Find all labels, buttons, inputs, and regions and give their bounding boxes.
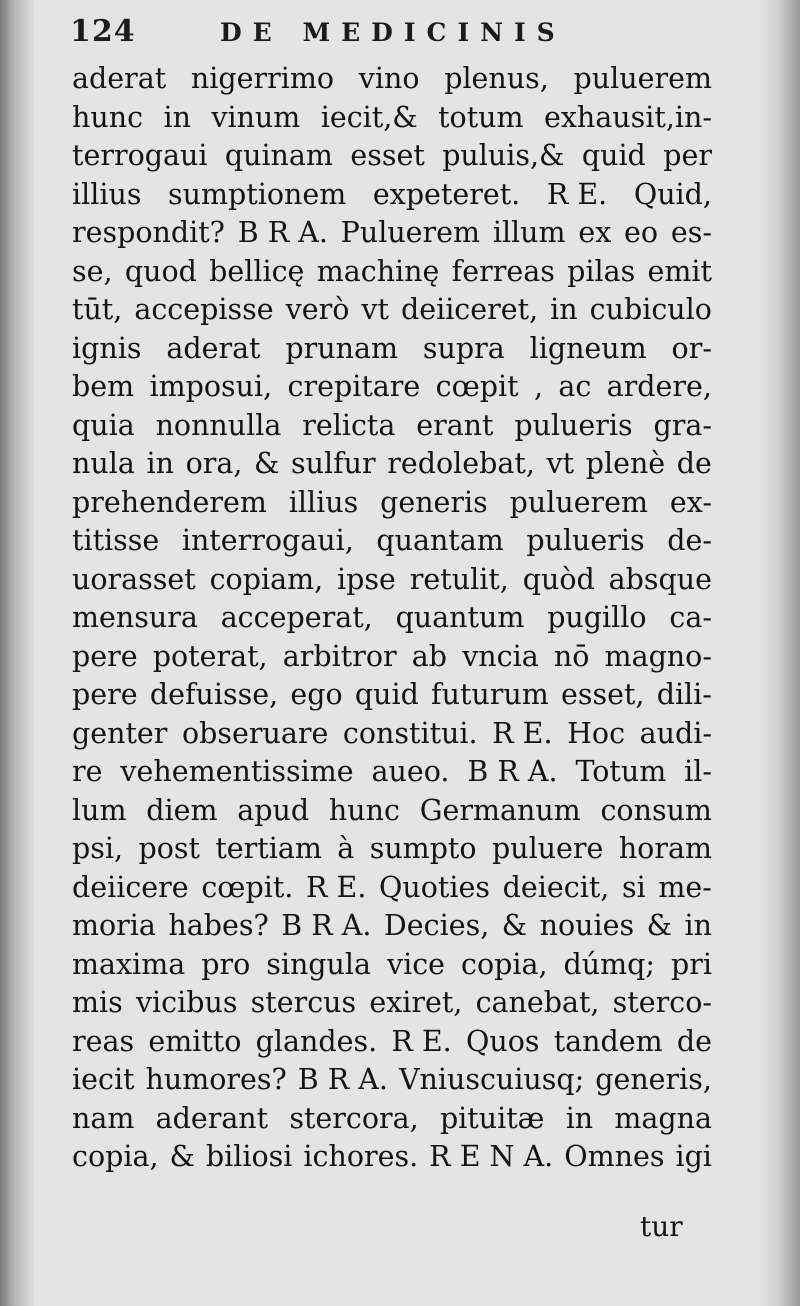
word: genter bbox=[72, 716, 168, 750]
text-line bbox=[72, 99, 712, 138]
word: nula bbox=[72, 447, 135, 480]
word: aderat bbox=[166, 331, 261, 365]
word: ipse bbox=[337, 562, 396, 596]
text-line bbox=[72, 792, 712, 831]
word: ichores. bbox=[303, 1140, 419, 1173]
word: nam bbox=[72, 1101, 135, 1135]
word: plenè bbox=[585, 447, 666, 480]
word: generis, bbox=[595, 1063, 712, 1096]
word: R E. bbox=[492, 716, 553, 750]
word: & bbox=[646, 909, 672, 942]
word: ego bbox=[290, 678, 343, 711]
word: humores? bbox=[145, 1063, 287, 1096]
word: copia, bbox=[461, 947, 548, 981]
word: in bbox=[684, 909, 712, 942]
word: es- bbox=[670, 216, 712, 249]
word: & bbox=[169, 1140, 195, 1173]
word: machinę bbox=[316, 254, 440, 288]
word: iecit,& bbox=[320, 100, 418, 134]
word: Quos bbox=[465, 1024, 540, 1058]
word: B R A. bbox=[297, 1063, 388, 1096]
word: ligneum bbox=[529, 331, 647, 365]
word: vt bbox=[546, 447, 575, 480]
word: pere bbox=[72, 678, 138, 711]
word: mis bbox=[72, 986, 123, 1019]
word: post bbox=[138, 832, 200, 865]
word: vinum bbox=[211, 100, 301, 134]
text-line bbox=[72, 445, 712, 484]
word: R E N A. bbox=[429, 1140, 554, 1173]
word: tertiam bbox=[215, 832, 322, 865]
word: puluerem bbox=[573, 62, 712, 95]
word: Puluerem bbox=[340, 216, 481, 249]
word: iecit bbox=[72, 1063, 135, 1096]
word: constitui. bbox=[342, 716, 478, 750]
text-line bbox=[72, 561, 712, 600]
text-line bbox=[72, 253, 712, 292]
text-line bbox=[72, 137, 712, 176]
word: à bbox=[337, 832, 355, 865]
word: deiicere bbox=[72, 870, 189, 904]
text-line bbox=[72, 368, 712, 407]
word: moria bbox=[72, 909, 156, 942]
word: in bbox=[146, 447, 174, 480]
word: Totum bbox=[575, 755, 667, 788]
word: quid bbox=[581, 139, 646, 172]
word: Omnes bbox=[564, 1140, 665, 1173]
word: interrogaui, bbox=[181, 524, 354, 557]
word: stercora, bbox=[289, 1101, 419, 1135]
word: bellicę bbox=[209, 254, 305, 288]
word: Quid, bbox=[633, 177, 712, 211]
word: quòd bbox=[522, 562, 595, 596]
word: absque bbox=[608, 562, 712, 596]
word: deiecit, bbox=[502, 870, 610, 904]
word: exiret, bbox=[369, 986, 463, 1019]
word: emitto bbox=[148, 1024, 242, 1058]
page-edge-shadow bbox=[760, 0, 800, 1306]
word: si bbox=[622, 870, 646, 904]
text-line bbox=[72, 599, 712, 638]
word: quantum bbox=[395, 601, 525, 634]
word: aueo. bbox=[371, 755, 450, 788]
text-line bbox=[72, 830, 712, 869]
word: copiam, bbox=[209, 562, 324, 596]
word: cœpit bbox=[435, 370, 519, 403]
word: erant bbox=[416, 408, 494, 442]
word: deiiceret, bbox=[400, 293, 539, 326]
word: acceperat, bbox=[220, 601, 373, 634]
word: puluerem bbox=[509, 485, 649, 519]
word: imposui, bbox=[149, 370, 273, 403]
text-line bbox=[72, 214, 712, 253]
word: aderat bbox=[72, 62, 167, 95]
word: exhausit,in- bbox=[543, 100, 712, 134]
word: magno- bbox=[604, 639, 712, 673]
word: Hoc bbox=[567, 716, 626, 750]
word: de bbox=[676, 1024, 712, 1058]
word: pulueris bbox=[526, 524, 645, 557]
running-head: DE MEDICINIS bbox=[220, 18, 566, 47]
word: futurum bbox=[431, 678, 549, 711]
word: nigerrimo bbox=[190, 62, 335, 95]
word: esset bbox=[350, 139, 425, 172]
word: & bbox=[254, 447, 280, 480]
word: gra- bbox=[653, 408, 712, 442]
text-line bbox=[72, 1138, 712, 1177]
word: se, bbox=[72, 254, 113, 288]
word: aderant bbox=[155, 1101, 269, 1135]
word: per bbox=[663, 139, 712, 172]
word: supra bbox=[422, 331, 505, 365]
word: esset, bbox=[560, 678, 645, 711]
word: illius bbox=[288, 485, 359, 519]
word: apud bbox=[237, 793, 310, 827]
word: cubiculo bbox=[589, 293, 712, 326]
word: hunc bbox=[72, 100, 144, 134]
text-line bbox=[72, 869, 712, 908]
word: re bbox=[72, 755, 103, 788]
word: terrogaui bbox=[72, 139, 208, 172]
text-line bbox=[72, 946, 712, 985]
word: reas bbox=[72, 1024, 135, 1058]
word: , bbox=[533, 370, 543, 403]
word: dúmq; bbox=[563, 947, 655, 981]
word: in bbox=[565, 1101, 594, 1135]
catchword: tur bbox=[640, 1210, 683, 1243]
word: canebat, bbox=[475, 986, 600, 1019]
word: poterat, bbox=[152, 639, 268, 673]
word: crepitare bbox=[287, 370, 421, 403]
word: lum bbox=[72, 793, 127, 827]
word: uorasset bbox=[72, 562, 196, 596]
word: generis bbox=[380, 485, 488, 519]
word: ex- bbox=[669, 485, 712, 519]
word: ab bbox=[411, 639, 448, 673]
text-line bbox=[72, 638, 712, 677]
word: arbitror bbox=[282, 639, 397, 673]
text-line bbox=[72, 330, 712, 369]
word: maxima bbox=[72, 947, 186, 981]
word: vt bbox=[361, 293, 389, 326]
word: defuisse, bbox=[149, 678, 279, 711]
word: retulit, bbox=[409, 562, 509, 596]
word: copia, bbox=[72, 1140, 159, 1173]
word: habes? bbox=[168, 909, 269, 942]
word: pilas bbox=[567, 254, 636, 288]
text-line bbox=[72, 1061, 712, 1100]
word: puluere bbox=[491, 832, 604, 865]
word: pro bbox=[201, 947, 251, 981]
word: vice bbox=[386, 947, 446, 981]
text-line bbox=[72, 60, 712, 99]
word: in bbox=[550, 293, 578, 326]
word: R E. bbox=[306, 870, 367, 904]
word: mensura bbox=[72, 601, 198, 634]
text-line bbox=[72, 407, 712, 446]
word: & bbox=[501, 909, 528, 942]
page-number: 124 bbox=[70, 14, 136, 49]
word: puluis,& bbox=[442, 139, 565, 172]
word: psi, bbox=[72, 832, 124, 865]
word: consum bbox=[600, 793, 712, 827]
word: quantam bbox=[376, 524, 504, 557]
word: emit bbox=[647, 254, 712, 288]
word: quod bbox=[124, 254, 197, 288]
word: nō bbox=[553, 639, 590, 673]
word: or- bbox=[671, 331, 712, 365]
word: respondit? bbox=[72, 216, 225, 249]
word: Germanum bbox=[419, 793, 581, 827]
word: diem bbox=[146, 793, 218, 827]
text-line bbox=[72, 522, 712, 561]
word: sumpto bbox=[369, 832, 477, 865]
word: tandem bbox=[553, 1024, 663, 1058]
word: glandes. bbox=[255, 1024, 378, 1058]
word: ora, bbox=[185, 447, 243, 480]
word: quid bbox=[354, 678, 419, 711]
word: R E. bbox=[391, 1024, 452, 1058]
word: R E. bbox=[546, 177, 608, 211]
text-line bbox=[72, 715, 712, 754]
word: totum bbox=[438, 100, 524, 134]
word: Quoties bbox=[379, 870, 490, 904]
word: sulfur bbox=[291, 447, 376, 480]
word: ferreas bbox=[451, 254, 555, 288]
body-text bbox=[72, 60, 712, 1177]
word: illum bbox=[492, 216, 566, 249]
word: hunc bbox=[328, 793, 400, 827]
word: relicta bbox=[302, 408, 396, 442]
word: vncia bbox=[462, 639, 539, 673]
word: sumptionem bbox=[168, 177, 347, 211]
word: pri bbox=[670, 947, 712, 981]
word: prunam bbox=[285, 331, 398, 365]
word: eo bbox=[624, 216, 659, 249]
word: accepisse bbox=[134, 293, 274, 326]
word: pere bbox=[72, 639, 138, 673]
word: B R A. bbox=[281, 909, 372, 942]
word: nonnulla bbox=[155, 408, 282, 442]
word: sterco- bbox=[612, 986, 712, 1019]
text-line bbox=[72, 907, 712, 946]
text-line bbox=[72, 984, 712, 1023]
word: pulueris bbox=[514, 408, 633, 442]
word: verò bbox=[285, 293, 350, 326]
word: horam bbox=[618, 832, 712, 865]
word: quinam bbox=[224, 139, 333, 172]
word: ex bbox=[578, 216, 612, 249]
word: in bbox=[163, 100, 191, 134]
word: illius bbox=[72, 177, 142, 211]
word: biliosi bbox=[205, 1140, 293, 1173]
text-line bbox=[72, 1023, 712, 1062]
word: ca- bbox=[669, 601, 712, 634]
text-line bbox=[72, 484, 712, 523]
word: expeteret. bbox=[372, 177, 521, 211]
word: redolebat, bbox=[387, 447, 535, 480]
word: titisse bbox=[72, 524, 160, 557]
word: Decies, bbox=[383, 909, 490, 942]
word: quia bbox=[72, 408, 135, 442]
word: prehenderem bbox=[72, 485, 267, 519]
word: vehementissime bbox=[120, 755, 354, 788]
word: B R A. bbox=[237, 216, 328, 249]
word: plenus, bbox=[444, 62, 549, 95]
word: ac bbox=[558, 370, 592, 403]
word: dili- bbox=[656, 678, 712, 711]
word: bem bbox=[72, 370, 135, 403]
word: tūt, bbox=[72, 293, 123, 326]
word: stercus bbox=[250, 986, 357, 1019]
text-line bbox=[72, 291, 712, 330]
text-line bbox=[72, 1100, 712, 1139]
word: de bbox=[676, 447, 712, 480]
word: ardere, bbox=[606, 370, 712, 403]
word: Vniuscuiusq; bbox=[398, 1063, 585, 1096]
word: il- bbox=[684, 755, 712, 788]
page-gutter-shadow bbox=[0, 0, 34, 1306]
word: audi- bbox=[639, 716, 712, 750]
word: pugillo bbox=[547, 601, 647, 634]
text-line bbox=[72, 176, 712, 215]
word: vicibus bbox=[135, 986, 238, 1019]
word: de- bbox=[667, 524, 712, 557]
text-line bbox=[72, 753, 712, 792]
page-header bbox=[70, 10, 710, 54]
word: cœpit. bbox=[201, 870, 294, 904]
word: singula bbox=[266, 947, 372, 981]
word: magna bbox=[614, 1101, 712, 1135]
word: nouies bbox=[539, 909, 635, 942]
word: ignis bbox=[72, 331, 142, 365]
word: obseruare bbox=[181, 716, 329, 750]
text-line bbox=[72, 676, 712, 715]
word: pituitæ bbox=[439, 1101, 545, 1135]
word: B R A. bbox=[467, 755, 558, 788]
word: vino bbox=[358, 62, 420, 95]
word: igi bbox=[675, 1140, 712, 1173]
word: me- bbox=[658, 870, 712, 904]
